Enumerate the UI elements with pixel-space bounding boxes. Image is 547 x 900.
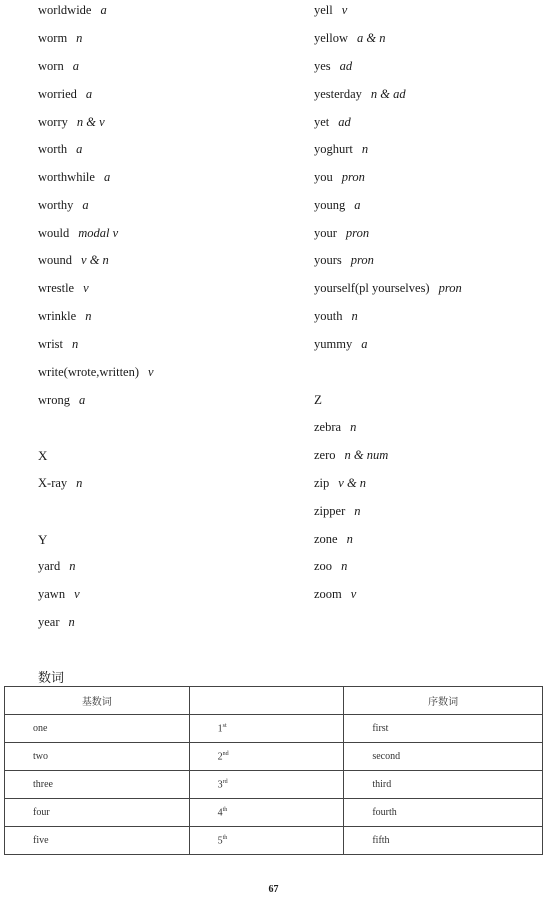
number-value: 2 [217, 751, 223, 763]
table-row [5, 771, 543, 799]
table-header-row [5, 687, 543, 715]
number-value: 3 [217, 779, 223, 791]
numerals-table [4, 686, 543, 855]
entry-pos: a [82, 198, 89, 212]
table-row [5, 743, 543, 771]
table-row [5, 799, 543, 827]
entry-word: yoghurt [314, 142, 353, 156]
entry-word: write(wrote,written) [38, 365, 140, 379]
entry-word: yesterday [314, 87, 362, 101]
entry-word: youth [314, 309, 343, 323]
entry-word: worthy [38, 198, 74, 212]
entry-pos: n [76, 476, 83, 490]
entry-word: zero [314, 448, 336, 462]
cardinal-cell: four [5, 799, 190, 827]
page-number: 67 [268, 884, 279, 895]
entry-word: wrinkle [38, 309, 77, 323]
header-ordinal: 序数词 [344, 687, 543, 715]
table-row [5, 827, 543, 855]
entry-word: zoom [314, 587, 342, 601]
header-number [189, 687, 344, 715]
entry-zero [314, 448, 388, 462]
entry-pos: a [361, 337, 368, 351]
entry-wrinkle [38, 309, 91, 323]
entry-pos: n [72, 337, 79, 351]
entry-word: yet [314, 115, 330, 129]
entry-word: yawn [38, 587, 66, 601]
ordinal-cell: fourth [344, 799, 543, 827]
entry-yoghurt [314, 142, 368, 156]
number-value: 1 [217, 723, 223, 735]
entry-pos: a [103, 170, 111, 184]
entry-worthwhile [38, 170, 110, 184]
numerals-title: 数词 [38, 670, 65, 685]
entry-word: worldwide [38, 3, 92, 17]
entry-yard [38, 559, 75, 573]
entry-zip [314, 476, 366, 490]
number-suffix: th [222, 834, 228, 841]
ordinal-cell: fifth [344, 827, 543, 855]
cardinal-cell: five [5, 827, 190, 855]
entry-pos: a [78, 393, 86, 407]
entry-pos: n [76, 31, 83, 45]
entry-zone [314, 532, 353, 546]
entry-yourself [314, 281, 462, 295]
number-cell [189, 743, 344, 771]
entry-word: wrist [38, 337, 63, 351]
entry-pos: a [354, 198, 361, 212]
entry-pos: v [83, 281, 89, 295]
cardinal-cell: two [5, 743, 190, 771]
number-suffix: rd [222, 778, 228, 785]
entry-word: yellow [314, 31, 349, 45]
entry-zipper [314, 504, 360, 518]
ordinal-cell: third [344, 771, 543, 799]
entry-pos: n [346, 532, 353, 546]
entry-worth [38, 142, 82, 156]
entry-word: wrestle [38, 281, 75, 295]
entry-word: X-ray [38, 476, 68, 490]
number-cell [189, 827, 344, 855]
entry-pos: v [74, 587, 80, 601]
entry-word: zoo [314, 559, 333, 573]
entry-pos: v [148, 365, 154, 379]
entry-pos: a [76, 142, 83, 156]
header-cardinal: 基数词 [5, 687, 190, 715]
table-row [5, 715, 543, 743]
entry-pos: v & n [81, 253, 109, 267]
entry-wrong [38, 393, 85, 407]
entry-worm [38, 31, 82, 45]
entry-yes [314, 59, 352, 73]
entry-zebra [314, 420, 356, 434]
cardinal-cell: three [5, 771, 190, 799]
number-suffix: st [222, 722, 227, 729]
entry-word: would [38, 226, 70, 240]
entry-word: worried [38, 87, 77, 101]
entry-worthy [38, 198, 89, 212]
ordinal-cell: second [344, 743, 543, 771]
entry-youth [314, 309, 358, 323]
number-suffix: nd [222, 750, 229, 757]
entry-pos: n [351, 309, 358, 323]
entry-word: young [314, 198, 346, 212]
entry-pos: n & ad [370, 87, 406, 101]
entry-pos: n & num [344, 448, 389, 462]
entry-young [314, 198, 361, 212]
entry-zoo [314, 559, 347, 573]
entry-word: worn [38, 59, 64, 73]
entry-pos: n & v [76, 115, 105, 129]
entry-pos: a [85, 87, 93, 101]
entry-yours [314, 253, 374, 267]
entry-word: worthwhile [38, 170, 95, 184]
number-value: 4 [217, 807, 223, 819]
entry-worn [38, 59, 79, 73]
entry-x-ray [38, 476, 82, 490]
entry-pos: n [85, 309, 92, 323]
entry-word: your [314, 226, 337, 240]
cardinal-cell: one [5, 715, 190, 743]
entry-word: worm [38, 31, 68, 45]
entry-word: year [38, 615, 60, 629]
entry-yummy [314, 337, 367, 351]
entry-pos: n [341, 559, 348, 573]
entry-word: you [314, 170, 333, 184]
entry-yell [314, 3, 347, 17]
entry-word: yell [314, 3, 333, 17]
entry-pos: n [350, 420, 357, 434]
entry-word: worth [38, 142, 68, 156]
letter-heading-x: X [38, 448, 48, 463]
entry-yet [314, 115, 351, 129]
entry-word: yours [314, 253, 342, 267]
entry-yawn [38, 587, 80, 601]
entry-word: yourself(pl yourselves) [314, 281, 430, 295]
entry-word: yard [38, 559, 61, 573]
entry-pos: a [100, 3, 107, 17]
entry-your [314, 226, 369, 240]
entry-wrist [38, 337, 78, 351]
entry-word: wound [38, 253, 73, 267]
entry-pos: v & n [338, 476, 367, 490]
entry-pos: v [341, 3, 348, 17]
entry-pos: pron [341, 170, 365, 184]
entry-pos: pron [345, 226, 370, 240]
entry-pos: ad [338, 115, 351, 129]
number-cell [189, 771, 344, 799]
entry-pos: a & n [357, 31, 386, 45]
entry-pos: a [72, 59, 79, 73]
entry-worldwide [38, 3, 107, 17]
ordinal-cell: first [344, 715, 543, 743]
entry-year [38, 615, 75, 629]
entry-word: yes [314, 59, 331, 73]
entry-word: zone [314, 532, 338, 546]
entry-word: yummy [314, 337, 353, 351]
entry-word: zip [314, 476, 330, 490]
number-suffix: th [222, 806, 228, 813]
entry-pos: modal v [78, 226, 119, 240]
entry-yellow [314, 31, 386, 45]
entry-wrestle [38, 281, 89, 295]
entry-worry [38, 115, 105, 129]
entry-yesterday [314, 87, 406, 101]
entry-word: zipper [314, 504, 346, 518]
letter-heading-y: Y [38, 532, 48, 547]
number-cell [189, 799, 344, 827]
entry-pos: pron [350, 253, 374, 267]
number-cell [189, 715, 344, 743]
entry-pos: ad [339, 59, 353, 73]
entry-word: wrong [38, 393, 70, 407]
entry-worried [38, 87, 92, 101]
entry-pos: v [350, 587, 357, 601]
entry-you [314, 170, 365, 184]
entry-pos: n [68, 615, 75, 629]
entry-would [38, 226, 118, 240]
number-value: 5 [217, 835, 223, 847]
entry-pos: n [361, 142, 369, 156]
entry-pos: n [354, 504, 361, 518]
entry-word: worry [38, 115, 68, 129]
entry-write [38, 365, 154, 379]
letter-heading-z: Z [314, 392, 322, 407]
entry-pos: n [69, 559, 76, 573]
entry-zoom [314, 587, 356, 601]
entry-word: zebra [314, 420, 342, 434]
entry-wound [38, 253, 109, 267]
entry-pos: pron [438, 281, 462, 295]
